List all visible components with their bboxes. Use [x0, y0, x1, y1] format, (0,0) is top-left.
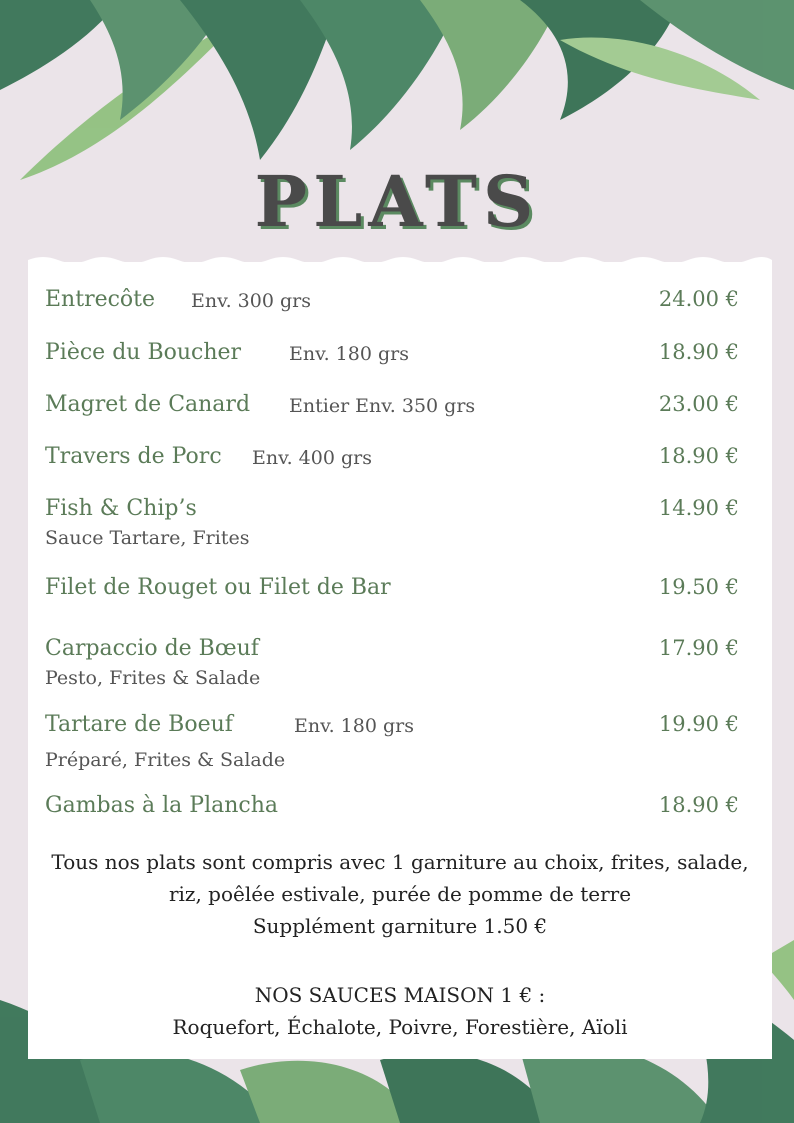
dish-price: 18.90 €	[658, 340, 739, 364]
dish-price: 14.90 €	[658, 496, 739, 520]
menu-item	[45, 287, 745, 312]
dish-price: 19.90 €	[658, 712, 739, 736]
dish-price: 24.00 €	[658, 287, 739, 311]
dish-name: Carpaccio de Bœuf	[45, 636, 259, 661]
dish-name: Filet de Rouget ou Filet de Bar	[45, 575, 391, 600]
menu-item	[45, 793, 745, 818]
sauces-heading: NOS SAUCES MAISON 1 € :	[254, 983, 546, 1007]
dish-name: Magret de Canard	[45, 392, 251, 417]
dish-detail: Env. 400 grs	[252, 447, 372, 469]
dish-detail: Env. 300 grs	[191, 290, 311, 312]
dish-name: Entrecôte	[45, 287, 156, 312]
dish-detail: Env. 180 grs	[294, 715, 414, 737]
dish-price: 18.90 €	[658, 793, 739, 817]
dish-subtitle: Pesto, Frites & Salade	[45, 667, 261, 689]
sauces-note	[28, 979, 772, 1043]
dish-price: 18.90 €	[658, 444, 739, 468]
dish-name: Travers de Porc	[45, 444, 222, 469]
dish-name: Fish & Chip’s	[45, 496, 197, 521]
dish-name: Gambas à la Plancha	[45, 793, 279, 818]
dish-subtitle: Préparé, Frites & Salade	[45, 749, 286, 771]
dish-price: 19.50 €	[658, 575, 739, 599]
menu-item	[45, 392, 745, 417]
sauces-list: Roquefort, Échalote, Poivre, Forestière, Aïoli	[172, 1015, 628, 1039]
note-line: riz, poêlée estivale, purée de pomme de terre	[168, 882, 632, 906]
dish-detail: Env. 180 grs	[289, 343, 409, 365]
dish-detail: Entier Env. 350 grs	[289, 395, 476, 417]
garnish-note	[28, 846, 772, 942]
menu-item	[45, 496, 745, 549]
menu-item	[45, 636, 745, 689]
dish-price: 23.00 €	[658, 392, 739, 416]
dish-price: 17.90 €	[658, 636, 739, 660]
dish-name: Tartare de Boeuf	[45, 712, 233, 737]
menu-item	[45, 575, 745, 600]
menu-item	[45, 340, 745, 365]
page-title: PLATS	[254, 160, 540, 243]
dish-subtitle: Sauce Tartare, Frites	[45, 527, 250, 549]
dish-name: Pièce du Boucher	[45, 340, 242, 365]
note-line: Tous nos plats sont compris avec 1 garniture au choix, frites, salade,	[51, 850, 749, 874]
menu-item	[45, 444, 745, 469]
note-line: Supplément garniture 1.50 €	[252, 914, 548, 938]
menu-item	[45, 712, 745, 771]
